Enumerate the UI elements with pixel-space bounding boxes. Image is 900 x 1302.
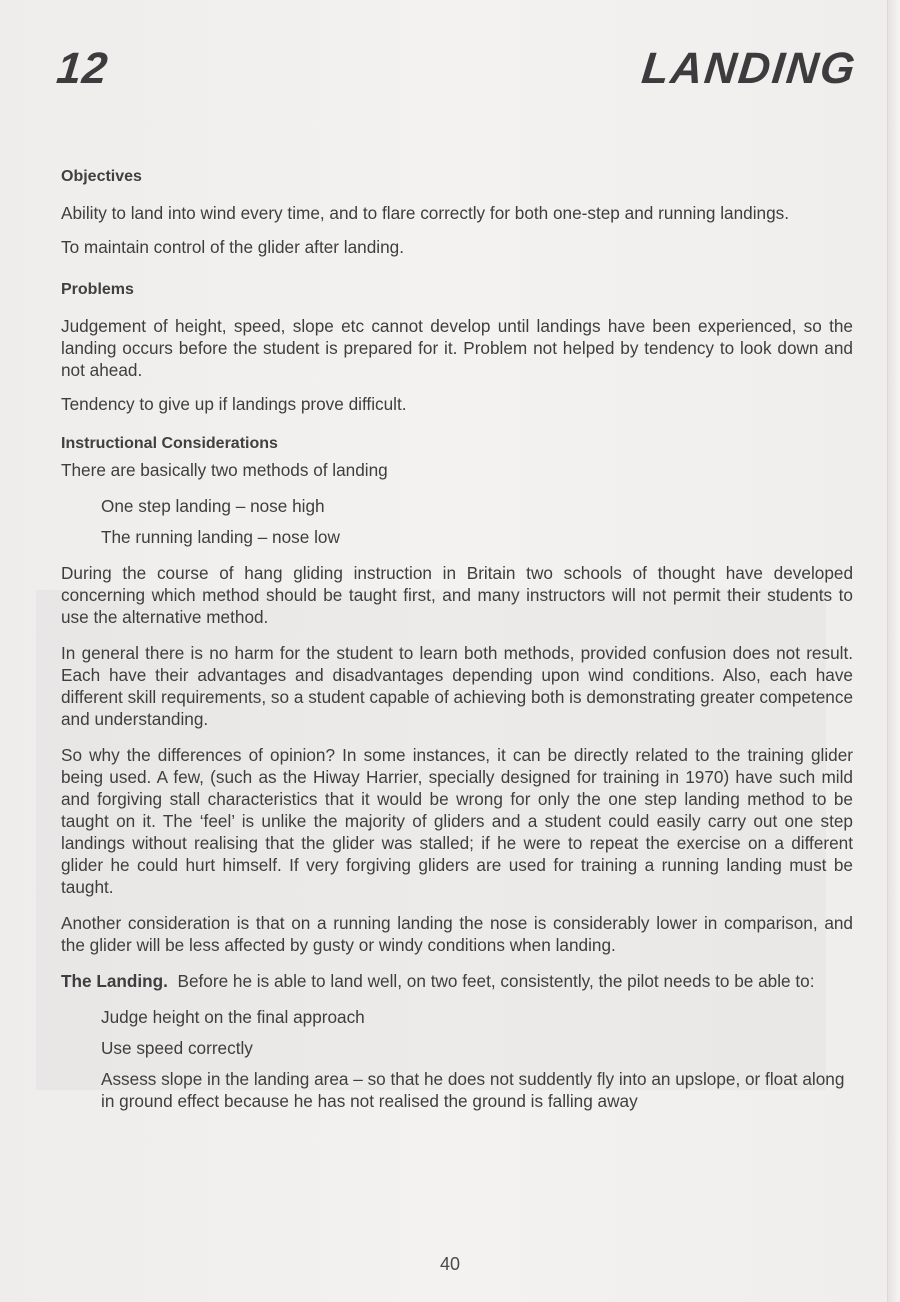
instructional-paragraph: So why the differences of opinion? In some instances, it can be directly related to the training glider being used. A few, (such as the Hiway Harrier, specially designed for training in 1970) have such mild and forgiving stall characteristics that it would be wrong for only the one step landing method to be taught on it. The ‘feel’ is unlike the majority of gliders and a student could easily carry out one step landings without realising that the glider was stalled; if he were to repeat the exercise on a different glider he could hurt himself. If very forgiving gliders are used for training a running landing must be taught. <box>61 745 853 897</box>
method-item: The running landing – nose low <box>101 527 340 547</box>
instructional-paragraph: In general there is no harm for the student to learn both methods, provided confusion does not result. Each have their advantages and disadvantages depending upon wind conditions. Also, each have different skill requirements, so a student capable of achieving both is demonstrating greater competence and understanding. <box>61 643 853 729</box>
chapter-number: 12 <box>54 44 111 93</box>
landing-skill-item: Assess slope in the landing area – so that he does not suddently fly into an upslope, or float along in ground effect because he has not realised the ground is falling away <box>101 1069 845 1111</box>
landing-skill-item: Judge height on the final approach <box>101 1007 365 1027</box>
chapter-title: LANDING <box>639 44 859 93</box>
the-landing-text: Before he is able to land well, on two feet, consistently, the pilot needs to be able to: <box>177 971 815 991</box>
problems-paragraph: Tendency to give up if landings prove difficult. <box>61 394 407 414</box>
the-landing-paragraph <box>61 970 853 992</box>
instructional-paragraph: Another consideration is that on a running landing the nose is considerably lower in comparison, and the glider will be less affected by gusty or windy conditions when landing. <box>61 913 853 955</box>
problems-paragraph: Judgement of height, speed, slope etc cannot develop until landings have been experienced, so the landing occurs before the student is prepared for it. Problem not helped by tendency to look down and not ahead. <box>61 316 853 380</box>
instructional-paragraph: During the course of hang gliding instruction in Britain two schools of thought have developed concerning which method should be taught first, and many instructors will not permit their students to use the alternative method. <box>61 563 853 627</box>
page-number: 40 <box>439 1254 461 1274</box>
instructional-heading: Instructional Considerations <box>61 435 278 452</box>
the-landing-lead: The Landing. <box>61 971 168 991</box>
objectives-paragraph: Ability to land into wind every time, and to flare correctly for both one-step and running landings. <box>61 203 790 223</box>
objectives-heading: Objectives <box>61 168 142 185</box>
method-item: One step landing – nose high <box>101 496 325 516</box>
page-edge <box>887 0 900 1302</box>
page-content <box>61 166 853 1112</box>
instructional-intro: There are basically two methods of landing <box>61 460 388 480</box>
problems-heading: Problems <box>61 281 134 298</box>
landing-skill-item: Use speed correctly <box>101 1038 253 1058</box>
objectives-paragraph: To maintain control of the glider after landing. <box>61 237 404 257</box>
